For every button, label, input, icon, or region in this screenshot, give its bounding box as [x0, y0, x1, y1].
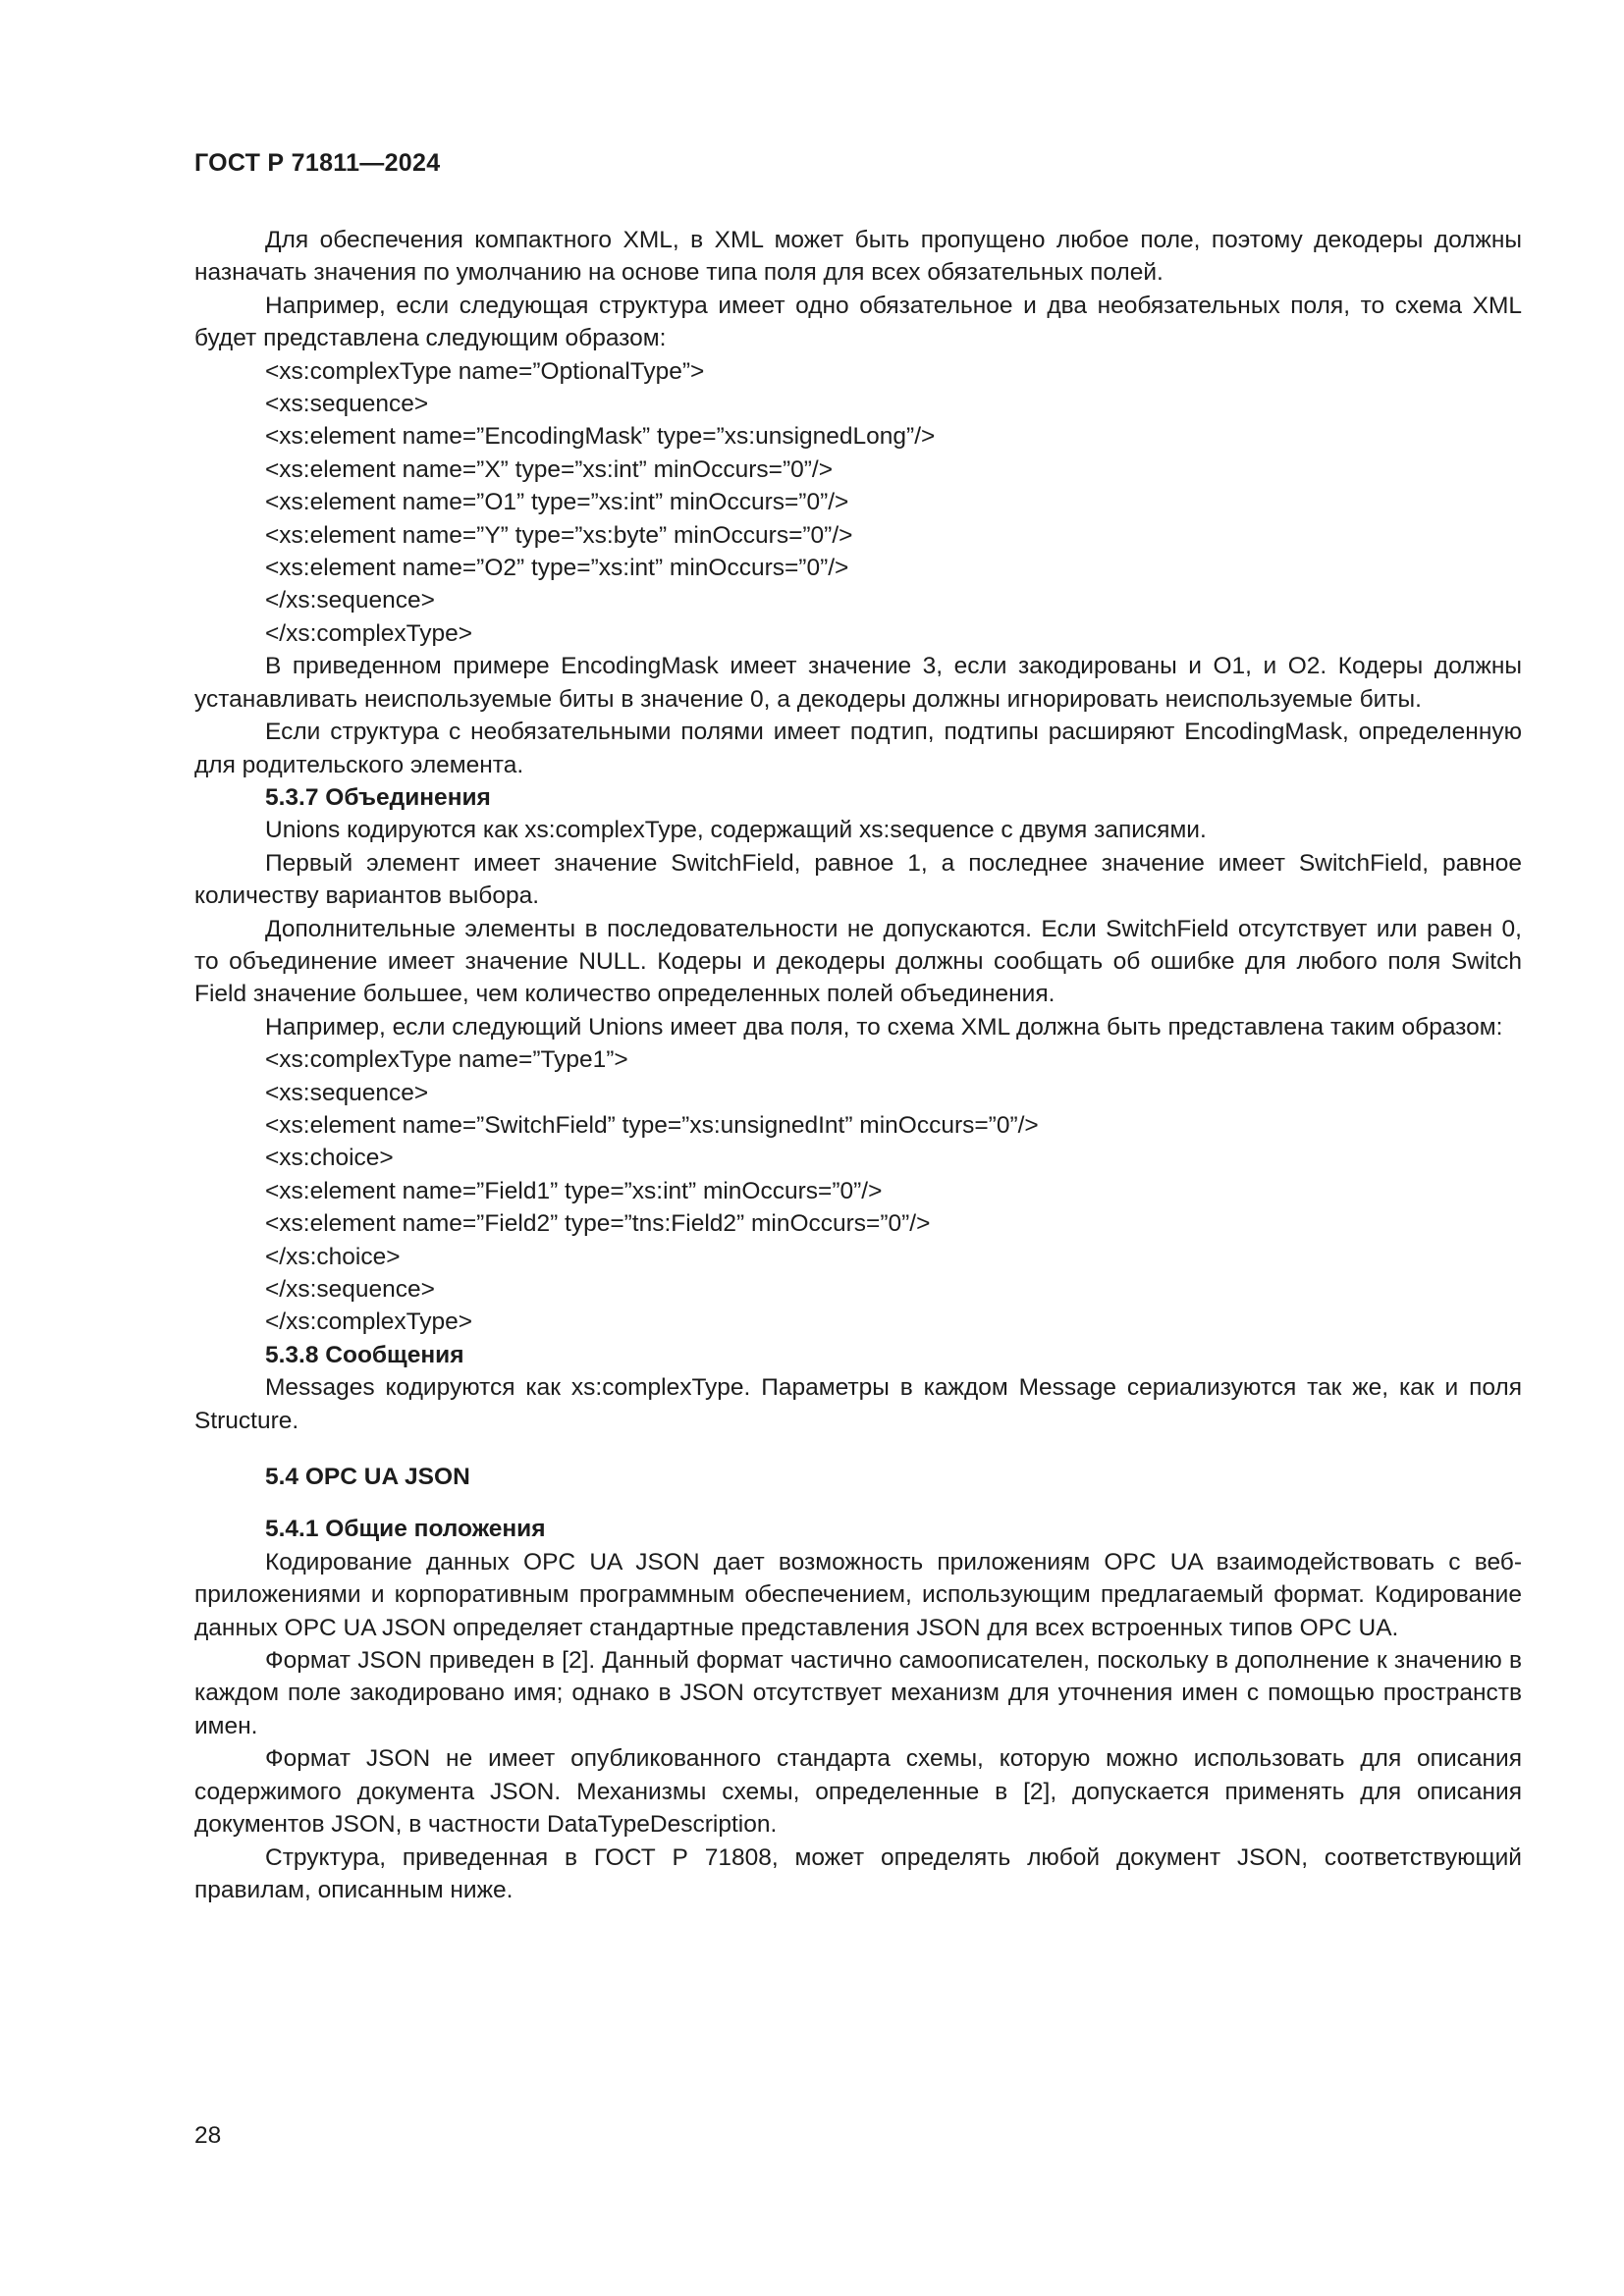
code-line: </xs:complexType> — [265, 619, 473, 647]
paragraph: Кодирование данных OPC UA JSON дает возможность приложениям OPC UA взаимодействовать с веб-приложениями и корпоративным программным обеспечением, использующим предлагаемый формат. Кодирование данных OPC UA JSON определяет стандартные представления JSON для всех встроенных типов OPC UA. — [194, 1548, 1522, 1641]
paragraph: Для обеспечения компактного XML, в XML может быть пропущено любое поле, поэтому декодеры должны назначать значения по умолчанию на основе типа поля для всех обязательных полей. — [194, 227, 1522, 287]
code-line: <xs:element name=”O2” type=”xs:int” minOccurs=”0”/> — [265, 555, 849, 582]
code-line: <xs:element name=”O1” type=”xs:int” minOccurs=”0”/> — [265, 489, 849, 516]
paragraph: В приведенном примере EncodingMask имеет значение 3, если закодированы и O1, и O2. Кодеры должны устанавливать неиспользуемые биты в значение 0, а декодеры должны игнорировать неиспользуемые биты. — [194, 653, 1522, 713]
code-line: <xs:element name=”SwitchField” type=”xs:unsignedInt” minOccurs=”0”/> — [265, 1111, 1039, 1139]
code-line: </xs:sequence> — [265, 587, 435, 614]
paragraph: Первый элемент имеет значение SwitchField, равное 1, а последнее значение имеет SwitchField, равное количеству вариантов выбора. — [194, 849, 1522, 910]
code-line: </xs:choice> — [265, 1243, 401, 1270]
paragraph: Messages кодируются как xs:complexType. Параметры в каждом Message сериализуются так же, как и поля Structure. — [194, 1374, 1522, 1434]
code-line: <xs:element name=”Y” type=”xs:byte” minOccurs=”0”/> — [265, 521, 853, 549]
document-body — [194, 224, 1522, 1906]
paragraph: Если структура с необязательными полями имеет подтип, подтипы расширяют EncodingMask, определенную для родительского элемента. — [194, 719, 1522, 778]
code-line: <xs:element name=”X” type=”xs:int” minOccurs=”0”/> — [265, 455, 833, 483]
paragraph: Дополнительные элементы в последовательности не допускаются. Если SwitchField отсутствует или равен 0, то объединение имеет значение NULL. Кодеры и декодеры должны сообщать об ошибке для любого поля Switch Field значение большее, чем количество определенных полей объединения. — [194, 915, 1522, 1008]
paragraph: Unions кодируются как xs:complexType, содержащий xs:sequence с двумя записями. — [265, 817, 1207, 844]
page-number: 28 — [194, 2122, 222, 2149]
paragraph: Формат JSON приведен в [2]. Данный формат частично самоописателен, поскольку в дополнение к значению в каждом поле закодировано имя; однако в JSON отсутствует механизм для уточнения имен с помощью пространств имен. — [194, 1647, 1522, 1739]
paragraph: Формат JSON не имеет опубликованного стандарта схемы, которую можно использовать для описания содержимого документа JSON. Механизмы схемы, определенные в [2], допускается применять для описания документов JSON, в частности DataTypeDescription. — [194, 1745, 1522, 1839]
document-header: ГОСТ Р 71811—2024 — [194, 149, 441, 177]
code-line: <xs:element name=”EncodingMask” type=”xs:unsignedLong”/> — [265, 423, 936, 451]
code-line: </xs:complexType> — [265, 1308, 473, 1336]
paragraph: Структура, приведенная в ГОСТ Р 71808, может определять любой документ JSON, соответствующий правилам, описанным ниже. — [194, 1843, 1522, 1903]
section-heading-5-4-1: 5.4.1 Общие положения — [265, 1516, 546, 1543]
section-heading-5-3-7: 5.3.7 Объединения — [265, 783, 491, 811]
code-line: <xs:complexType name=”Type1”> — [265, 1046, 628, 1074]
code-line: <xs:sequence> — [265, 391, 429, 418]
code-line: <xs:complexType name=”OptionalType”> — [265, 357, 705, 385]
code-line: <xs:sequence> — [265, 1079, 429, 1106]
paragraph: Например, если следующая структура имеет одно обязательное и два необязательных поля, то схема XML будет представлена следующим образом: — [194, 292, 1522, 352]
code-line: <xs:element name=”Field2” type=”tns:Field2” minOccurs=”0”/> — [265, 1210, 931, 1238]
code-line: <xs:choice> — [265, 1145, 394, 1172]
paragraph: Например, если следующий Unions имеет два поля, то схема XML должна быть представлена таким образом: — [265, 1013, 1503, 1041]
code-line: <xs:element name=”Field1” type=”xs:int” minOccurs=”0”/> — [265, 1177, 883, 1204]
code-line: </xs:sequence> — [265, 1276, 435, 1303]
section-heading-5-3-8: 5.3.8 Сообщения — [265, 1341, 464, 1368]
section-heading-5-4: 5.4 OPC UA JSON — [265, 1464, 470, 1491]
